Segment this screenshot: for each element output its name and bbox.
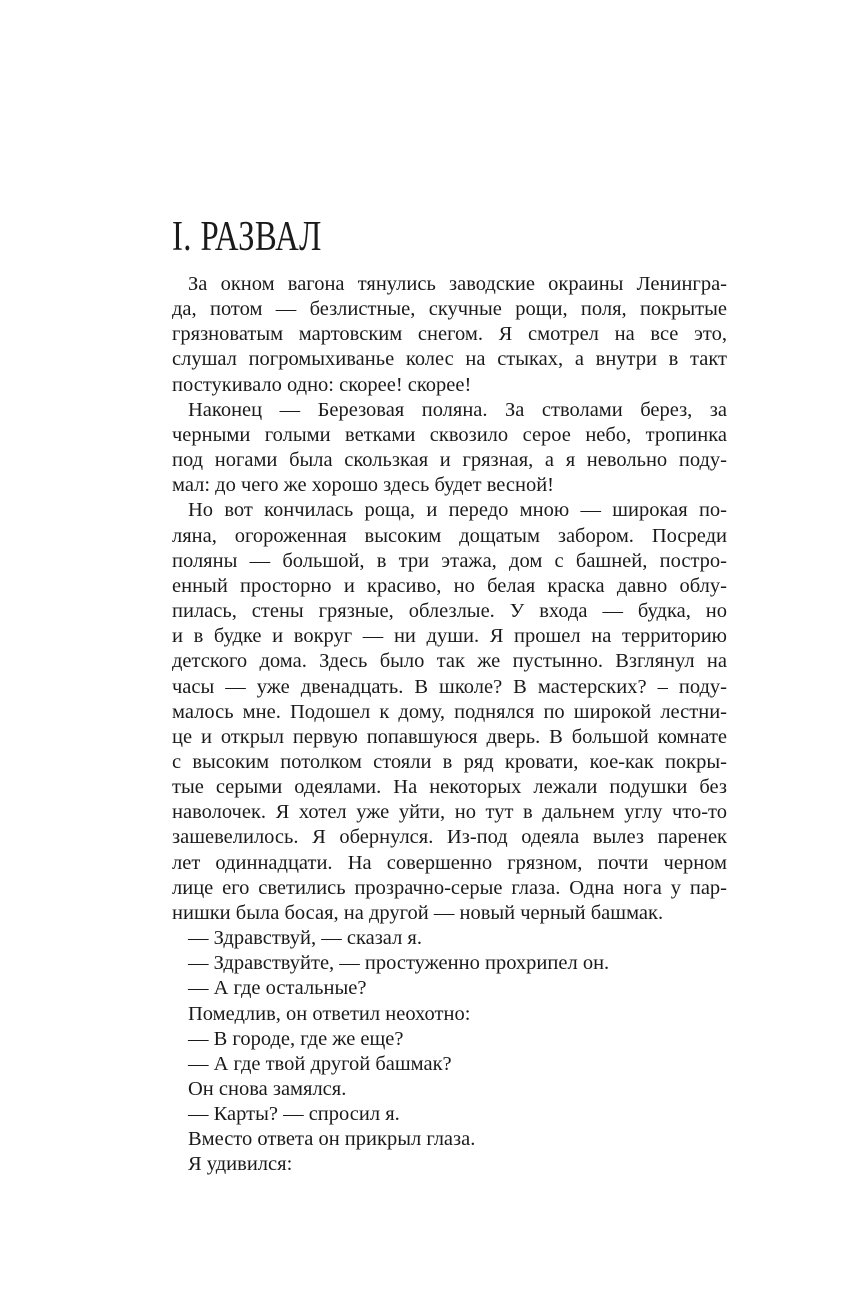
text-line: нишки была босая, на другой — новый черный башмак. xyxy=(172,901,664,924)
text-line: енный просторно и красиво, но белая краска давно облу- xyxy=(172,574,727,597)
text-line: це и открыл первую попавшуюся дверь. В большой комнате xyxy=(172,725,727,748)
text-line: наволочек. Я хотел уже уйти, но тут в дальнем углу что-то xyxy=(172,801,727,824)
chapter-title: I. РАЗВАЛ xyxy=(172,214,322,260)
text-line: слушал погромыхиванье колес на стыках, а внутри в такт xyxy=(172,348,727,371)
text-line: черными голыми ветками сквозило серое небо, тропинка xyxy=(172,423,727,446)
text-line: поляны — большой, в три этажа, дом с башней, постро- xyxy=(172,549,727,572)
body-text xyxy=(172,272,727,1178)
text-line: детского дома. Здесь было так же пустынно. Взглянул на xyxy=(172,650,727,673)
text-line: и в будке и вокруг — ни души. Я прошел на территорию xyxy=(172,625,727,648)
text-line: — Карты? — спросил я. xyxy=(188,1103,400,1126)
text-line: грязноватым мартовским снегом. Я смотрел на все это, xyxy=(172,323,727,346)
text-line: с высоким потолком стояли в ряд кровати, кое-как покры- xyxy=(172,750,727,773)
text-line: — А где твой другой башмак? xyxy=(188,1052,452,1075)
text-line: Я удивился: xyxy=(188,1153,293,1176)
text-line: — В городе, где же еще? xyxy=(188,1027,404,1050)
text-line: пилась, стены грязные, облезлые. У входа — будка, но xyxy=(172,600,727,623)
text-line: тые серыми одеялами. На некоторых лежали подушки без xyxy=(172,776,727,799)
text-line: Но вот кончилась роща, и передо мною — широкая по- xyxy=(188,499,727,522)
text-line: мал: до чего же хорошо здесь будет весной! xyxy=(172,474,554,497)
text-line: Вместо ответа он прикрыл глаза. xyxy=(188,1128,476,1151)
text-line: Наконец — Березовая поляна. За стволами берез, за xyxy=(188,398,727,421)
text-line: постукивало одно: скорее! скорее! xyxy=(172,373,472,396)
text-line: — А где остальные? xyxy=(188,977,367,1000)
text-line: малось мне. Подошел к дому, поднялся по широкой лестни- xyxy=(172,700,727,723)
text-line: Он снова замялся. xyxy=(188,1078,347,1100)
text-line: За окном вагона тянулись заводские окраины Ленингра- xyxy=(188,273,727,295)
text-line: лет одиннадцати. На совершенно грязном, почти черном xyxy=(172,851,727,874)
text-line: — Здравствуй, — сказал я. xyxy=(188,927,422,950)
text-line: под ногами была скользкая и грязная, а я невольно поду- xyxy=(172,449,727,472)
text-line: Помедлив, он ответил неохотно: xyxy=(188,1002,471,1025)
text-line: лице его светились прозрачно-серые глаза. Одна нога у пар- xyxy=(172,876,727,899)
text-line: зашевелилось. Я обернулся. Из-под одеяла вылез паренек xyxy=(172,826,727,849)
text-line: да, потом — безлистные, скучные рощи, поля, покрытые xyxy=(172,298,727,321)
text-line: — Здравствуйте, — простуженно прохрипел он. xyxy=(188,952,610,975)
text-line: часы — уже двенадцать. В школе? В мастерских? – поду- xyxy=(172,675,727,698)
text-line: ляна, огороженная высоким дощатым забором. Посреди xyxy=(172,524,727,547)
